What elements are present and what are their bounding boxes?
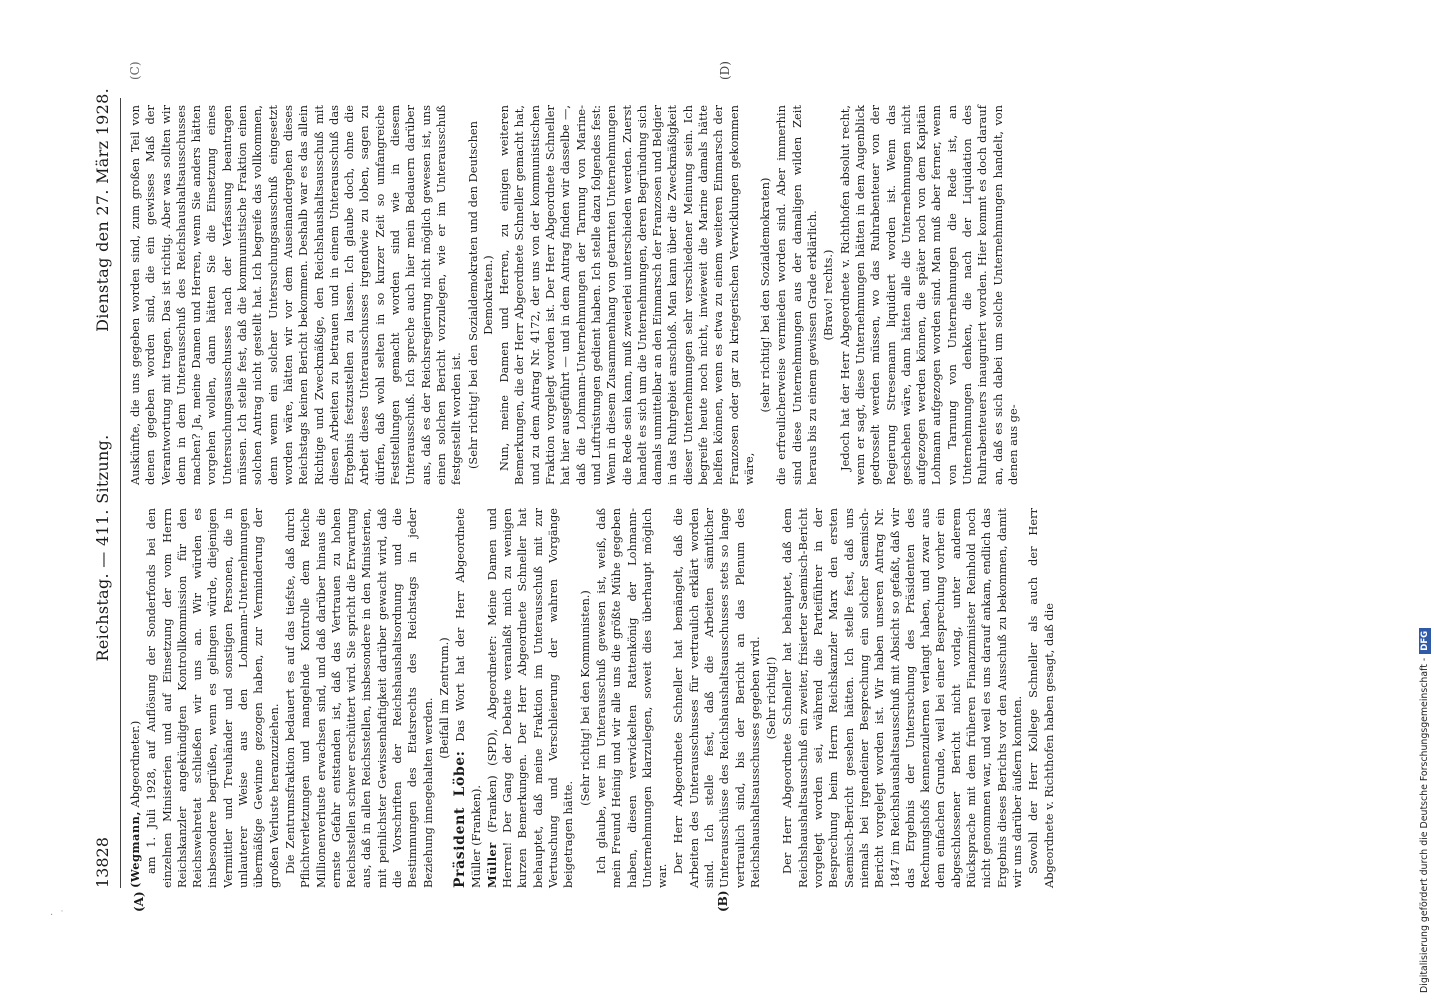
speaker-name: (Wegmann, [128,811,142,888]
paragraph: am 1. Juli 1928, auf Auflösung der Sonderfonds bei den einzelnen Ministerien und auf Einsetzung der vom Herrn Reichskanzler angekündigten Kontrollkommission für den Reichswehretat schließen wir uns an. Wir würden es insbesondere begrüßen, wenn es gelingen würde, diejenigen Vermittler und Treuhänder und sonstigen Personen, die in unlauterer Weise aus den Lohmann-Unternehmungen übermäßige Gewinne gezogen haben, zur Verminderung der großen Verluste heranzuziehen. [144,508,281,888]
interjection: (Sehr richtig! bei den Kommunisten.) [577,590,592,806]
paragraph: Ich glaube, wer im Unterausschuß gewesen ist, weiß, daß mein Freund Heinig und wir alle uns die größte Mühe gegeben haben, diesen verwickelten Rattenkönig der Lohmann-Unternehmungen klarzulegen, soweit dies überhaupt möglich war. [593,508,670,888]
dfg-logo-icon: DFG [1419,628,1431,654]
speech-text: (Franken) (SPD), Abgeordneter: Meine Damen und Herren! Der Gang der Debatte veranlaßt mich zu wenigen kurzen Bemerkungen. Der Herr Abgeordnete Schneller hat behauptet, daß meine Fraktion im Unterausschuß mit zur Vertuschung und Verschleierung der wahren Vorgänge beigetragen hätte. [484,508,576,888]
speech-text: Das Wort hat der Herr Abgeordnete Müller (Franken). [453,508,483,888]
interjection: (sehr richtig! bei den Sozialdemokraten) [758,177,773,413]
header-rule [120,98,121,888]
paragraph: Nun, meine Damen und Herren, zu einigen weiteren Bemerkungen, die der Herr Abgeordnete Schneller gemacht hat, und zu dem Antrag Nr. 4172, der uns von der kommunistischen Fraktion vorgelegt worden ist. Der Herr Abgeordnete Schneller hat hier ausgeführt — und in dem Antrag finden wir dasselbe —, daß die Lohmann-Unternehmungen der Tarnung von Marine- und Luftrüstungen gedient haben. Ich stelle dazu folgendes fest: Wenn in diesem Zusammenhang von getarnten Unternehmungen die Rede sein kann, muß zweierlei unterschieden werden. Zuerst handelt es sich um die Unternehmungen, deren Begründung sich damals unmittelbar an den Einmarsch der Franzosen und Belgier in das Ruhrgebiet anschloß. Man kann über die Zweckmäßigkeit dieser Unternehmungen sehr verschiedener Meinung sein. Ich begreife heute noch nicht, inwieweit die Marine damals hätte helfen können, wenn es etwa zu einem weiteren Einmarsch der Franzosen oder gar zu kriegerischen Verwicklungen gekommen wäre, [497,105,756,485]
page-header [95,88,119,888]
header-date: Dienstag den 27. März 1928. [93,88,112,332]
margin-marker-b: (B) [716,890,730,912]
interjection: (Bravo! rechts.) [821,249,836,341]
paragraph: die erfreulicherweise vermieden worden sind. Aber immerhin sind diese Unternehmungen aus der damaligen wilden Zeit heraus bis zu einem gewissen Grade erklärlich. [774,105,820,485]
margin-marker-c: (C) [128,61,142,80]
left-column [128,508,1058,888]
paragraph: Auskünfte, die uns gegeben worden sind, zum großen Teil von denen gegeben worden sind, die ein gewisses Maß der Verantwortung mit tragen. Das ist richtig. Aber was sollten wir denn in dem Unterausschuß des Reichshaushaltsausschusses machen? Ja, meine Damen und Herren, wenn Sie anders hätten vorgehen wollen, dann hätten Sie die Einsetzung eines Untersuchungsausschusses nach der Verfassung beantragen müssen. Ich stelle fest, daß die kommunistische Fraktion einen solchen Antrag nicht gestellt hat. Ich begreife das vollkommen, denn wenn ein solcher Untersuchungsausschuß eingesetzt worden wäre, hätten wir vor dem Auseinandergehen dieses Reichstags keinen Bericht bekommen. Deshalb war es das allein Richtige und Zweckmäßige, den Reichshaushaltsausschuß mit diesen Arbeiten zu betrauen und in einem Unterausschuß das Ergebnis festzustellen zu lassen. Ich glaube doch, ohne die Arbeit dieses Unterausschusses irgendwie zu loben, sagen zu dürfen, daß wohl selten in so kurzer Zeit so umfangreiche Feststellungen gemacht worden sind wie in diesem Unterausschuß. Ich spreche auch hier mein Bedauern darüber aus, daß es der Reichsregierung nicht möglich gewesen ist, uns einen solchen Bericht vorzulegen, wie er im Unterausschuß festgestellt worden ist. [128,105,464,485]
paragraph: Der Herr Abgeordnete Schneller hat bemängelt, daß die Arbeiten des Unterausschusses für vertraulich erklärt worden sind. Ich stelle fest, daß die Arbeiten sämtlicher Unterausschüsse des Reichshaushaltsausschusses stets so lange vertraulich sind, bis der Bericht an das Plenum des Reichshaushaltsausschusses gegeben wird. [671,508,762,888]
speaker-name: Präsident Löbe: [452,750,469,888]
interjection: (Sehr richtig!) [764,656,779,740]
margin-marker-d: (D) [718,61,732,80]
scan-specks: · ˙ [50,910,65,921]
interjection: (Beifall im Zentrum.) [436,637,451,759]
paragraph: Der Herr Abgeordnete Schneller hat behauptet, daß dem Reichshaushaltsausschuß ein zweiter, frisierter Saemisch-Bericht vorgelegt worden sei, während die Parteiführer in der Besprechung beim Herrn Reichskanzler Marx den ersten Saemisch-Bericht gesehen hätten. Ich stelle fest, daß uns niemals bei irgendeiner Besprechung ein solcher Saemisch-Bericht vorgelegt worden ist. Wir haben unseren Antrag Nr. 1847 im Reichshaushaltsausschuß mit Absicht so gefaßt, daß wir das Ergebnis der Untersuchung des Präsidenten des Rechnungshofs kennenzulernen verlangt haben, und zwar aus dem einfachen Grunde, weil bei einer Besprechung vorher ein abgeschlossener Bericht nicht vorlag, unter anderem Rücksprache mit dem früheren Finanzminister Reinhold noch nicht genommen war, und weil es uns darauf ankam, endlich das Ergebnis dieses Berichts vor den Ausschuß zu bekommen, damit wir uns darüber äußern konnten. [780,508,1024,888]
speaker-paragraph [128,508,143,888]
paragraph: Jedoch hat der Herr Abgeordnete v. Richthofen absolut recht, wenn er sagt, diese Unternehmungen hätten in dem Augenblick gedrosselt werden müssen, wo das Ruhrabenteuer von der Regierung Stresemann liquidiert worden ist. Wenn das geschehen wäre, dann hätten alle die Unternehmungen nicht aufgezogen werden können, die später noch von dem Kapitän Lohmann aufgezogen worden sind. Man muß aber ferner, wenn von Tarnung von Unternehmungen die Rede ist, an Unternehmungen denken, die nach der Liquidation des Ruhrabenteuers inauguriert worden. Hier kommt es doch darauf an, daß es sich dabei um solche Unternehmungen handelt, von denen aus ge- [837,105,1020,485]
speaker-paragraph [453,508,484,888]
margin-marker-a: (A) [132,891,146,912]
paragraph: Sowohl der Herr Kollege Schneller als auch der Herr Abgeordnete v. Richthofen haben gesagt, daß die [1026,508,1056,888]
paragraph: Die Zentrumsfraktion bedauert es auf das tiefste, daß durch Pflichtverletzungen und mangelnde Kontrolle dem Reiche Millionenverluste erwachsen sind, und daß darüber hinaus die ernste Gefahr entstanden ist, daß das Vertrauen zu hohen Reichsstellen schwer erschüttert wird. Sie spricht die Erwartung aus, daß in allen Reichsstellen, insbesondere in den Ministerien, mit peinlichster Gewissenhaftigkeit darüber gewacht wird, daß die Vorschriften der Reichshaushaltsordnung und die Bestimmungen des Etatsrechts des Reichstags in jeder Beziehung innegehalten werden. [282,508,435,888]
right-column [128,105,1022,485]
page-number: 13828 [93,837,112,888]
header-session-title: Reichstag. — 411. Sitzung. [93,434,112,662]
dfg-watermark [1418,8,1432,993]
speech-text: Abgeordneter.) [128,720,142,812]
speaker-paragraph [485,508,577,888]
watermark-text: Digitalisierung gefördert durch die Deutsche Forschungsgemeinschaft - [1419,657,1430,993]
interjection: (Sehr richtig! bei den Sozialdemokraten und den Deutschen Demokraten.) [465,120,495,470]
speaker-name: Müller [484,842,499,888]
